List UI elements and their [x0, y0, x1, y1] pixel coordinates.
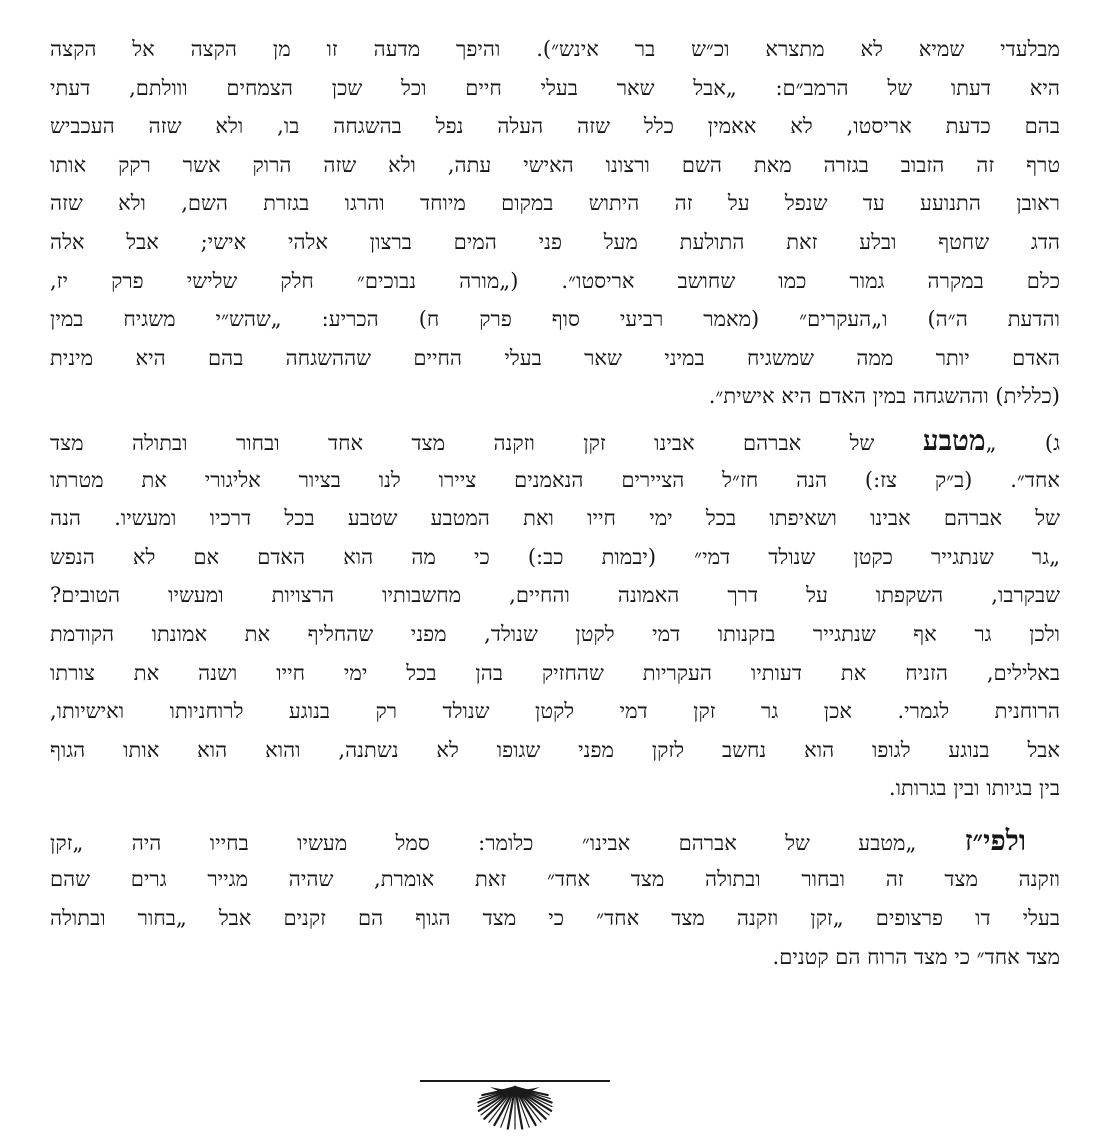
text-line: אחד״. (ב״ק צז:) הנה חז״ל הציירים הנאמנים ציירו לנו בציור אליגורי את מטרתו	[50, 467, 1060, 492]
text-line: ראובן התנועע עד שנפל על זה היתוש במקום מיוחד והרגו בגזרת השם, ולא שזה	[50, 191, 1060, 216]
text-line: „גר שנתגייר כקטן שנולד דמי״ (יבמות כב:) כי מה הוא האדם אם לא הנפש	[50, 544, 1060, 569]
text-line: בעלי דו פרצופים „זקן וזקנה מצד אחד״ כי מצד הגוף הם זקנים אבל „בחור ובתולה	[50, 906, 1060, 931]
text-line: טרף זה הזבוב בגזרה מאת השם ורצונו האישי עתה, ולא שזה הרוק אשר רקק אותו	[50, 152, 1060, 177]
text-line: (כללית) וההשגחה במין האדם היא אישית״.	[708, 384, 1060, 409]
text-line: בהם כדעת אריסטו, לא אאמין כלל שזה העלה נפל בהשגחה בו, ולא שזה העכביש	[50, 114, 1060, 139]
lead-word: ולפי״ז	[964, 823, 1026, 857]
lead-line-rest: של אברהם אבינו זקן וזקנה מצד אחד ובחור ובתולה מצד	[50, 430, 923, 455]
paragraph-1	[50, 30, 1060, 416]
text-line: מבלעדי שמיא לא מתצרא וכ״ש בר אינש״). והיפך מדעה זו מן הקצה אל הקצה	[50, 37, 1060, 61]
text-line: של אברהם אבינו ושאיפתו בכל ימי חייו ואת המטבע שטבע בכל דרכיו ומעשיו. הנה	[50, 506, 1060, 531]
text-line: בין בגיותו ובין בגרותו.	[888, 776, 1060, 801]
text-line: ולכן גר אף שנתגייר בזקנותו דמי לקטן שנולד, מפני שהחליף את אמונתו הקודמת	[50, 621, 1060, 646]
text-line: מצד אחד״ כי מצד הרוח הם קטנים.	[772, 944, 1060, 969]
paragraph-spacer	[50, 808, 1060, 822]
paragraph-2	[50, 422, 1060, 808]
section-marker: ג) „	[985, 430, 1060, 455]
text-line: אבל בנוגע לגופו הוא נחשב לזקן מפני שגופו לא נשתנה, והוא הוא אותו הגוף	[50, 737, 1060, 762]
lead-word: מטבע	[922, 423, 986, 457]
text-line: שבקרבו, השקפתו על דרך האמונה והחיים, מחשבותיו הרצויות ומעשיו הטובים?	[50, 583, 1060, 608]
text-line: באלילים, הזניח את דעותיו העקריות שהחזיק בהן בכל ימי חייו ושנה את צורתו	[50, 660, 1060, 685]
text-line: היא דעתו של הרמב״ם: „אבל שאר בעלי חיים וכל שכן הצמחים ווולתם, דעתי	[50, 75, 1060, 100]
text-line: הרוחנית לגמרי. אכן גר זקן דמי לקטן שנולד רק בנוגע לרוחניותו ואישיותו,	[50, 699, 1060, 724]
text-line-lead	[50, 422, 1060, 461]
text-line: הדג שחטף ובלע זאת התולעת מעל פני המים ברצון אלהי אישי; אבל אלה	[50, 229, 1060, 254]
paragraph-3	[50, 822, 1060, 976]
text-line: וזקנה מצד זה ובחור ובתולה מצד אחד״ זאת אומרת, שהיה מגייר גרים שהם	[50, 867, 1060, 892]
text-line: האדם יותר ממה שמשגיח במיני שאר בעלי החיים שההשגחה בהם היא מינית	[50, 345, 1060, 370]
text-line: והדעת ה״ה) ו„העקרים״ (מאמר רביעי סוף פרק ח) הכריע: „שהש״י משגיח במין	[50, 307, 1060, 332]
text-line-lead	[50, 822, 1060, 861]
sunburst-ornament-icon	[420, 1075, 610, 1135]
book-page	[50, 30, 1060, 1110]
text-line: כלם במקרה גמור כמו שחושב אריסטו״. („מורה נבוכים״ חלק שלישי פרק יז,	[50, 268, 1060, 293]
lead-line-rest: „מטבע של אברהם אבינו״ כלומר: סמל מעשיו בחייו היה „זקן	[50, 830, 965, 855]
